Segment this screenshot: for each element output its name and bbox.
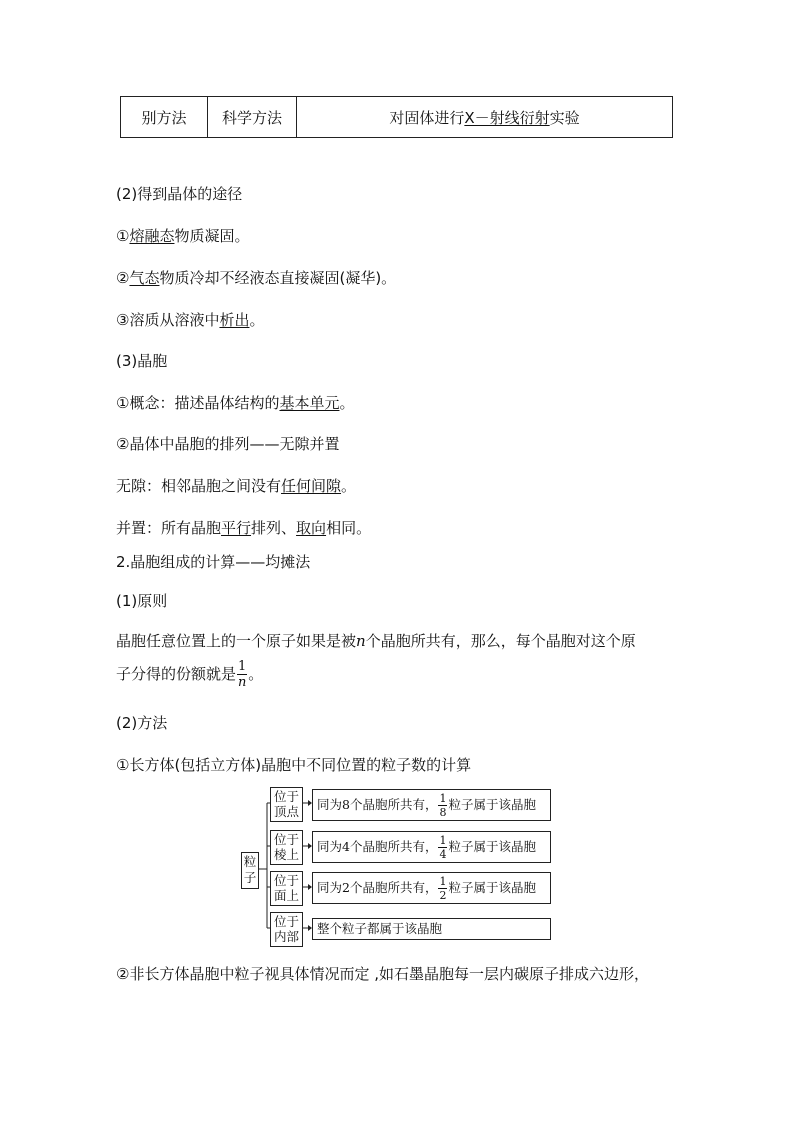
paragraph-line: 子分得的份额就是 $\frac{1}{n}$ 。 (116, 659, 264, 690)
list-item: ②气态物质冷却不经液态直接凝固(凝华)。 (116, 269, 397, 287)
table-row (121, 97, 673, 138)
section-title: (1)原则 (116, 592, 168, 610)
fraction: $\frac{1}{n}$ (237, 659, 247, 690)
table-cell: 对固体进行X－射线衍射实验 (297, 97, 673, 138)
method-table (120, 96, 673, 138)
position-interior-box: 位于内部 (270, 912, 303, 947)
position-edge-box: 位于棱上 (270, 830, 303, 865)
table-cell: 科学方法 (208, 97, 297, 138)
vertex-rule-box: 同为8个晶胞所共有， $\frac{1}{8}$ 粒子属于该晶胞 (312, 789, 551, 821)
section-title: (3)晶胞 (116, 352, 168, 370)
list-item: 并置：所有晶胞平行排列、取向相同。 (116, 519, 372, 537)
particle-diagram (238, 785, 558, 945)
list-item: ①概念：描述晶体结构的基本单元。 (116, 394, 355, 412)
list-item: ①熔融态物质凝固。 (116, 227, 250, 245)
edge-rule-box: 同为4个晶胞所共有， $\frac{1}{4}$ 粒子属于该晶胞 (312, 831, 551, 863)
position-face-box: 位于面上 (270, 871, 303, 906)
list-item: 无隙：相邻晶胞之间没有任何间隙。 (116, 477, 357, 495)
list-item: ③溶质从溶液中析出。 (116, 311, 265, 329)
section-title: (2)方法 (116, 714, 168, 732)
particle-root-box: 粒子 (241, 852, 259, 889)
section-title: (2)得到晶体的途径 (116, 185, 243, 203)
position-vertex-box: 位于顶点 (270, 787, 303, 822)
face-rule-box: 同为2个晶胞所共有， $\frac{1}{2}$ 粒子属于该晶胞 (312, 872, 551, 904)
section-title: 2.晶胞组成的计算——均摊法 (116, 553, 311, 571)
paragraph-line: 晶胞任意位置上的一个原子如果是被n个晶胞所共有，那么，每个晶胞对这个原 (116, 632, 636, 650)
interior-rule-box: 整个粒子都属于该晶胞 (312, 918, 551, 940)
list-item: ②非长方体晶胞中粒子视具体情况而定 ,如石墨晶胞每一层内碳原子排成六边形， (116, 965, 649, 983)
list-item: ①长方体(包括立方体)晶胞中不同位置的粒子数的计算 (116, 756, 472, 774)
list-item: ②晶体中晶胞的排列——无隙并置 (116, 435, 340, 453)
table-cell: 别方法 (121, 97, 208, 138)
